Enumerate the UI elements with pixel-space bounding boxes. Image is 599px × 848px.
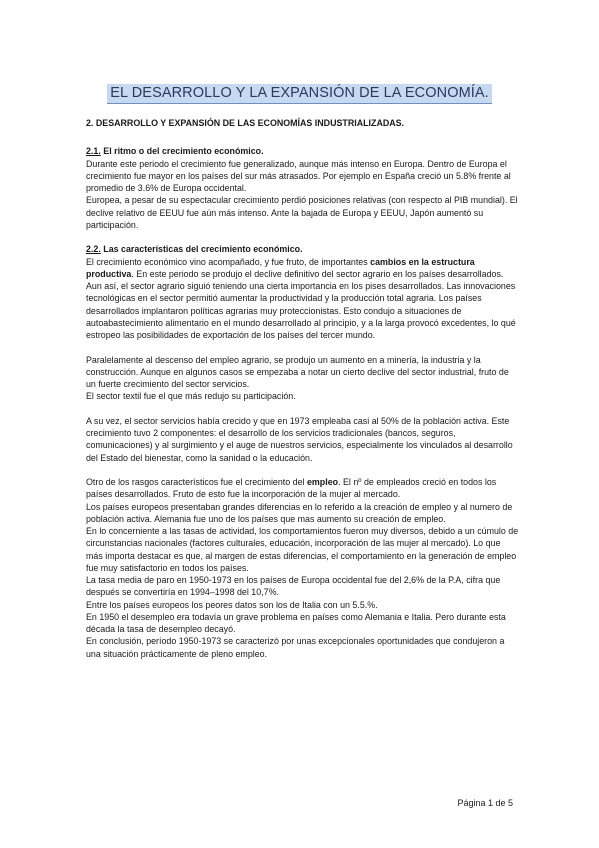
paragraph: Paralelamente al descenso del empleo agrario, se produjo un aumento en a minería, la industria y la construcción. Aunque en algunos casos se empezaba a notar un cierto declive del sector industrial, fruto de un fuerte crecimiento del sector servicios. [86, 354, 509, 389]
paragraph: A su vez, el sector servicios había crecido y que en 1973 empleaba casi al 50% de la población activa. Este crecimiento tuvo 2 componentes: el desarrollo de los servicios tradicionales (bancos, seguros, comunicaciones) y al surgimiento y el auge de nuestros servicios, especialmente los vinculados al desarrollo del Estado del bienestar, como la sanidad o la educación. [86, 415, 513, 463]
spacer [86, 231, 519, 243]
subsection-heading-2-1 [86, 145, 519, 157]
page-number: Página 1 de 5 [457, 798, 513, 808]
subsection-number: 2.1. [86, 146, 101, 157]
paragraph: El sector textil fue el que más redujo su participación. [86, 391, 296, 402]
subsection-number: 2.2. [86, 244, 101, 255]
bold-text: cambios en la estructura productiva [86, 256, 475, 279]
subsection-title: El ritmo o del crecimiento económico. [100, 146, 264, 157]
paragraph: La tasa media de paro en 1950-1973 en los países de Europa occidental fue del 2,6% de la P.A, cifra que después se convertiría en 1994–1998 del 10,7%. [86, 575, 501, 598]
paragraph: En conclusión, período 1950-1973 se caracterizó por unas excepcionales oportunidades que condujeron a una situación prácticamente de pleno empleo. [86, 636, 505, 659]
subsection-heading-2-2 [86, 243, 519, 255]
paragraph [86, 256, 519, 281]
bold-text: empleo [306, 477, 339, 487]
text-run: . En este periodo se produjo el declive definitivo del sector agrario en los países desarrollados. [131, 268, 504, 279]
section-heading: 2. DESARROLLO Y EXPANSIÓN DE LAS ECONOMÍAS INDUSTRIALIZADAS. [86, 118, 405, 128]
paragraph: Aun así, el sector agrario siguió teniendo una cierta importancia en los pises desarrollados. Las innovaciones tecnológicas en el sector permitió aumentar la productividad y la producción total agraria. Los países desarrollados implantaron políticas agrarias muy proteccionistas. Esto condujo a situaciones de autoabastecimiento alimentario en el mundo desarrollado al principio, y a la larga provocó excedentes, lo qué estropeo las posibilidades de exportación de los países del tercer mundo. [86, 281, 516, 340]
title-wrap [0, 84, 599, 104]
paragraph: En 1950 el desempleo era todavía un grave problema en países como Alemania e Italia. Pero durante esta década la tasa de desempleo decayó. [86, 611, 506, 634]
text-run: El crecimiento económico vino acompañado, y fue fruto, de importantes [86, 256, 371, 267]
paragraph: Entre los países europeos los peores datos son los de Italia con un 5.5.%. [86, 599, 378, 610]
subsection-title: Las características del crecimiento económico. [100, 244, 303, 255]
spacer [86, 403, 519, 415]
paragraph: Durante este periodo el crecimiento fue generalizado, aunque más intenso en Europa. Dentro de Europa el crecimiento fue mayor en los países del sur más atrasados. Por ejemplo en España creció un 5.8% frente al promedio de 3.6% de Europa occidental. [86, 158, 511, 193]
document-title: EL DESARROLLO Y LA EXPANSIÓN DE LA ECONOMÍA. [107, 84, 492, 104]
spacer [86, 464, 519, 476]
paragraph [86, 476, 519, 501]
document-body [86, 117, 519, 660]
text-run: Otro de los rasgos característicos fue el crecimiento del [86, 477, 307, 487]
paragraph: Europea, a pesar de su espectacular crecimiento perdió posiciones relativas (con respecto al PIB mundial). El declive relativo de EEUU fue aún más intenso. Ante la bajada de Europa y EEUU, Japón aumentó su participación. [86, 195, 518, 230]
paragraph: Los países europeos presentaban grandes diferencias en lo referido a la creación de empleo y al numero de población activa. Alemania fue uno de los países que mas aumento su creación de empleo. [86, 501, 513, 524]
text-run: . El nº de empleados creció en todos los países desarrollados. Fruto de esto fue la incorporación de la mujer al mercado. [86, 477, 497, 500]
paragraph: En lo concerniente a las tasas de actividad, los comportamientos fueron muy diversos, debido a un cúmulo de circunstancias nacionales (factores culturales, educación, incorporación de las mujer al mercado). Lo que más importa destacar es que, al margen de estas diferencias, el comportamiento en la generación de empleo fue muy satisfactorio en todos los países. [86, 526, 519, 573]
spacer [86, 341, 519, 353]
